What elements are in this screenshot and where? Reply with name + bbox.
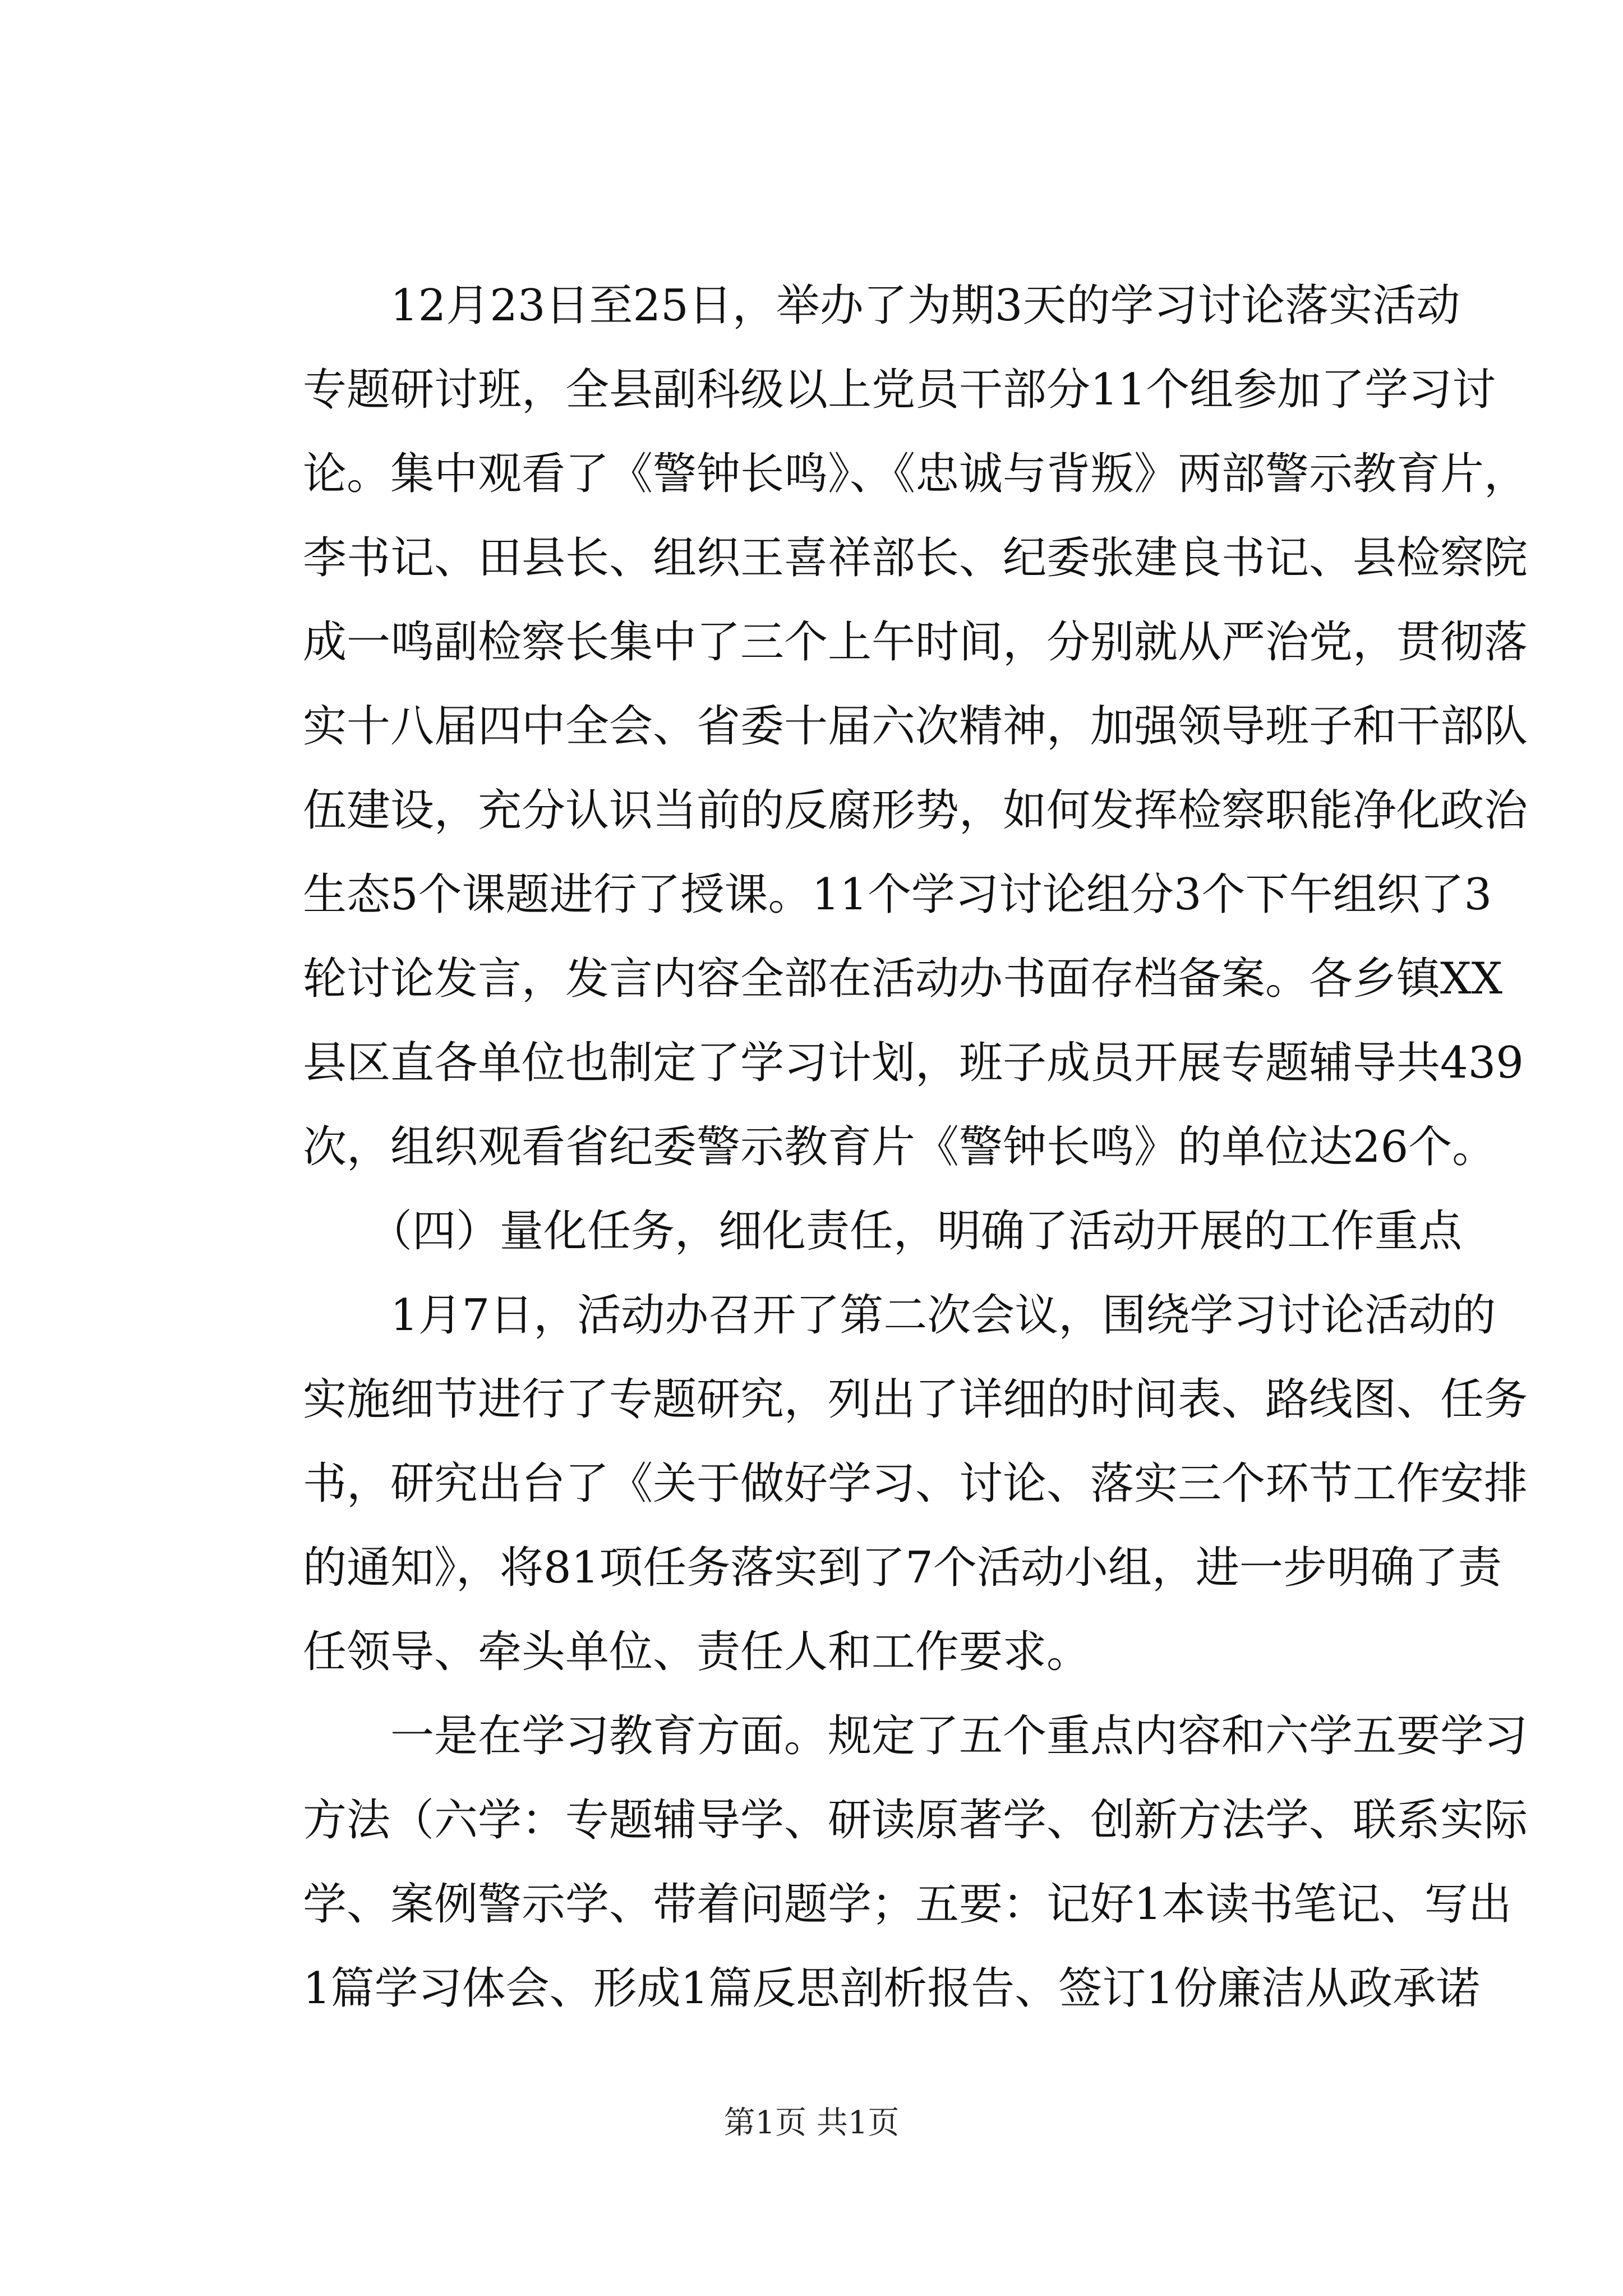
text-line: 县区直各单位也制定了学习计划，班子成员开展专题辅导共439 [303, 1038, 1524, 1088]
text-line: 伍建设，充分认识当前的反腐形势，如何发挥检察职能净化政治 [303, 785, 1528, 836]
text-line: 专题研讨班，全县副科级以上党员干部分11个组参加了学习讨 [303, 365, 1496, 415]
text-line: 任领导、牵头单位、责任人和工作要求。 [303, 1627, 1091, 1677]
section-heading: （四）量化任务，细化责任，明确了活动开展的工作重点 [303, 1206, 1463, 1257]
text-line: 论。集中观看了《警钟长鸣》、《忠诚与背叛》两部警示教育片， [303, 449, 1528, 499]
text-line: 生态5个课题进行了授课。11个学习讨论组分3个下午组织了3 [303, 869, 1492, 920]
text-line: 方法（六学：专题辅导学、研读原著学、创新方法学、联系实际 [303, 1795, 1528, 1846]
text-line: 轮讨论发言，发言内容全部在活动办书面存档备案。各乡镇XX [303, 954, 1503, 1004]
text-line: 1篇学习体会、形成1篇反思剖析报告、签订1份廉洁从政承诺 [303, 1963, 1480, 2014]
text-line: 的通知》，将81项任务落实到了7个活动小组，进一步明确了责 [303, 1543, 1502, 1593]
text-line: 学、案例警示学、带着问题学；五要：记好1本读书笔记、写出 [303, 1879, 1512, 1930]
text-line: 实施细节进行了专题研究，列出了详细的时间表、路线图、任务 [303, 1374, 1528, 1425]
text-line: 次，组织观看省纪委警示教育片《警钟长鸣》的单位达26个。 [303, 1122, 1496, 1172]
text-line: 书，研究出台了《关于做好学习、讨论、落实三个环节工作安排 [303, 1458, 1528, 1509]
text-line: 成一鸣副检察长集中了三个上午时间，分别就从严治党，贯彻落 [303, 617, 1528, 668]
text-line: 12月23日至25日，举办了为期3天的学习讨论落实活动 [303, 280, 1460, 331]
text-line: 一是在学习教育方面。规定了五个重点内容和六学五要学习 [303, 1711, 1528, 1761]
text-line: 1月7日，活动办召开了第二次会议，围绕学习讨论活动的 [303, 1290, 1496, 1341]
page-footer: 第1页 共1页 [723, 2105, 900, 2141]
text-line: 李书记、田县长、组织王喜祥部长、纪委张建良书记、县检察院 [303, 533, 1528, 583]
text-line: 实十八届四中全会、省委十届六次精神，加强领导班子和干部队 [303, 701, 1528, 752]
